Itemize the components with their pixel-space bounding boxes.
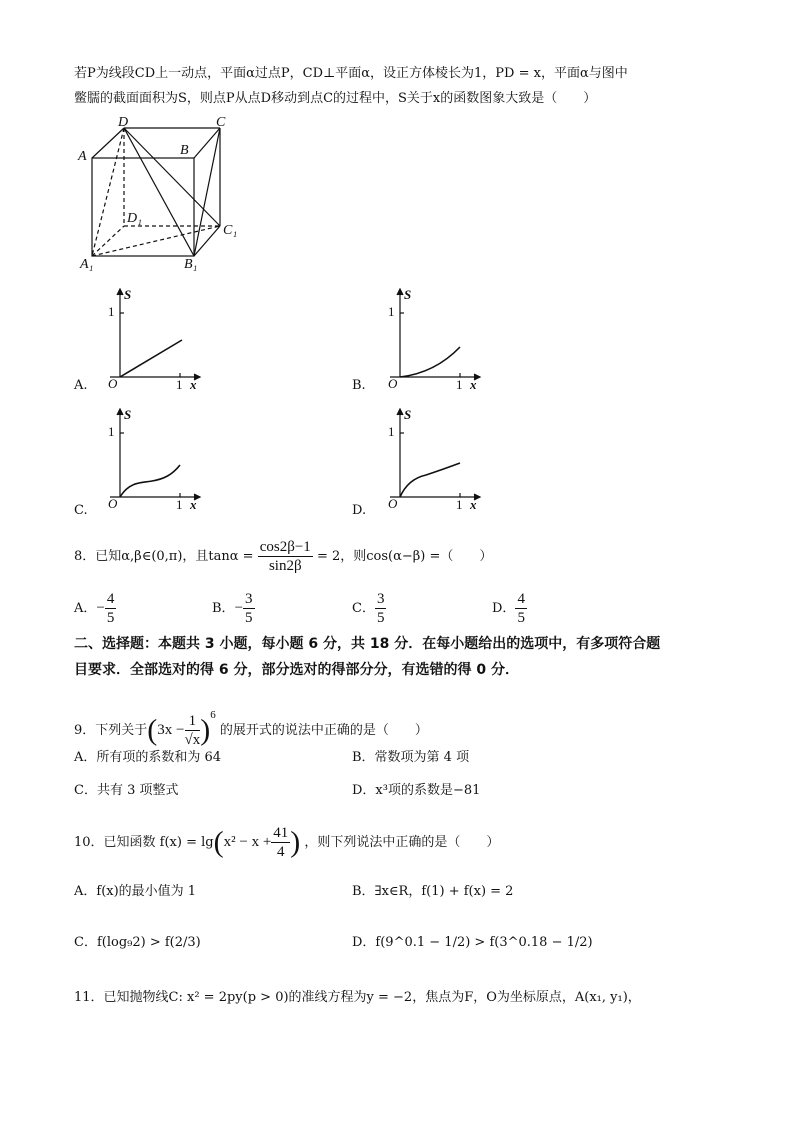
graph-a-xtick: 1 xyxy=(176,377,183,390)
option-b-label: B. xyxy=(352,378,366,393)
graph-a xyxy=(90,285,210,390)
q8-option-d-num: 4 xyxy=(517,591,525,607)
label-C: C xyxy=(216,116,226,130)
q10-prefix: 10．已知函数 f(x) = lg xyxy=(74,835,214,850)
q8-option-c-label: C． xyxy=(352,601,375,616)
q8-option-a-sign: − xyxy=(96,600,105,616)
q10-frac-den: 4 xyxy=(277,844,285,860)
q9-frac-den: √x xyxy=(184,732,201,748)
q9-option-a: A．所有项的系数和为 64 xyxy=(74,750,222,765)
q8-fraction xyxy=(258,538,313,575)
q8-frac-den: sin2β xyxy=(268,558,302,574)
q8-option-b-sign: − xyxy=(234,600,244,616)
q8-option-d-den: 5 xyxy=(517,610,525,626)
q8-option-b-num: 3 xyxy=(245,591,253,607)
q8-stem xyxy=(74,538,492,575)
label-D1: D₁ xyxy=(127,211,142,226)
graph-c xyxy=(90,405,210,510)
q8-option-a-num: 4 xyxy=(106,591,115,607)
option-c-label: C. xyxy=(74,503,88,518)
option-a-label: A. xyxy=(74,378,88,393)
q8-option-c xyxy=(352,590,386,627)
q8-frac-num: cos2β−1 xyxy=(259,539,311,555)
q10-option-a: A．f(x)的最小值为 1 xyxy=(74,884,197,899)
q8-option-c-num: 3 xyxy=(376,591,385,607)
graph-b-xtick: 1 xyxy=(456,377,463,390)
graph-a-origin: O xyxy=(108,376,118,390)
q9-exponent: 6 xyxy=(210,709,216,721)
graph-c-s: S xyxy=(124,407,132,422)
q8-option-a xyxy=(74,590,116,627)
graph-c-xtick: 1 xyxy=(176,497,183,510)
q8-option-b-den: 5 xyxy=(245,610,253,626)
graph-d-x: x xyxy=(470,497,477,510)
label-C1: C₁ xyxy=(223,223,238,238)
section2-line1: 二、选择题：本题共 3 小题，每小题 6 分，共 18 分．在每小题给出的选项中，有多项符合题 xyxy=(74,636,661,652)
q8-option-a-label: A． xyxy=(74,601,97,616)
q8-option-d-label: D． xyxy=(492,601,516,616)
q10-option-b: B．∃x∈R，f(1) + f(x) = 2 xyxy=(352,884,514,899)
q9-suffix: 的展开式的说法中正确的是（ ） xyxy=(219,723,428,738)
q8-option-b xyxy=(212,590,255,627)
label-A1: A₁ xyxy=(80,257,94,271)
graph-c-ytick: 1 xyxy=(108,424,115,439)
label-B: B xyxy=(180,143,189,158)
q9-stem: 9．下列关于(3x − $\frac{1}{√x}$ )$^6$ 的展开式的说法中正确的是（ ） xyxy=(74,709,428,748)
graph-b-x: x xyxy=(470,377,477,390)
q8-suffix: = 2，则cos(α−β) =（ ） xyxy=(316,549,493,564)
q8-prefix: 8．已知α,β∈(0,π)，且tanα = xyxy=(74,549,254,564)
section2-line2: 目要求．全部选对的得 6 分，部分选对的得部分分，有选错的得 0 分． xyxy=(74,662,519,678)
graph-d-origin: O xyxy=(388,496,398,510)
q9-expr-left: 3x − xyxy=(157,722,185,738)
graph-d-xtick: 1 xyxy=(456,497,463,510)
q11-line: 11．已知抛物线C: x² = 2py(p > 0)的准线方程为y = −2，焦点为F，O为坐标原点，A(x₁, y₁)， xyxy=(74,990,641,1005)
graph-d xyxy=(370,405,490,510)
label-A: A xyxy=(78,149,87,164)
q9-option-b: B．常数项为第 4 项 xyxy=(352,750,470,765)
graph-c-origin: O xyxy=(108,496,118,510)
graph-a-s: S xyxy=(124,287,132,302)
q10-expr: x² − x + xyxy=(223,834,272,850)
q8-option-a-den: 5 xyxy=(106,610,115,626)
q9-option-d: D．x³项的系数是−81 xyxy=(352,783,481,798)
q8-option-c-den: 5 xyxy=(376,610,385,626)
option-d-label: D. xyxy=(352,503,367,518)
q8-option-b-label: B． xyxy=(212,601,235,616)
cube-figure xyxy=(74,116,244,271)
q7-line2: 鳖臑的截面面积为S，则点P从点D移动到点C的过程中，S关于x的函数图象大致是（ ） xyxy=(74,91,597,106)
q10-stem: 10．已知函数 f(x) = lg(x² − x + $\frac{41}{4}$ ) ，则下列说法中正确的是（ ） xyxy=(74,825,500,860)
graph-b-origin: O xyxy=(388,376,398,390)
graph-d-ytick: 1 xyxy=(388,424,395,439)
q10-option-c: C．f(log₉2) > f(2/3) xyxy=(74,935,201,950)
label-D: D xyxy=(118,116,129,130)
graph-b xyxy=(370,285,490,390)
label-B1: B₁ xyxy=(184,257,198,271)
q10-suffix: ，则下列说法中正确的是（ ） xyxy=(304,835,500,850)
graph-a-ytick: 1 xyxy=(108,304,115,319)
graph-b-s: S xyxy=(404,287,412,302)
q9-prefix: 9．下列关于 xyxy=(74,723,148,738)
graph-d-s: S xyxy=(404,407,412,422)
q8-option-d xyxy=(492,590,527,627)
q9-frac-num: 1 xyxy=(185,712,201,731)
q7-line1: 若P为线段CD上一动点，平面α过点P，CD⊥平面α，设正方体棱长为1，PD = x，平面α与图中 xyxy=(74,66,628,81)
graph-c-x: x xyxy=(190,497,197,510)
q10-frac-num: 41 xyxy=(273,825,289,841)
q9-option-c: C．共有 3 项整式 xyxy=(74,783,179,798)
q10-option-d: D．f(9^0.1 − 1/2) > f(3^0.18 − 1/2) xyxy=(352,935,593,950)
graph-b-ytick: 1 xyxy=(388,304,395,319)
graph-a-x: x xyxy=(190,377,197,390)
